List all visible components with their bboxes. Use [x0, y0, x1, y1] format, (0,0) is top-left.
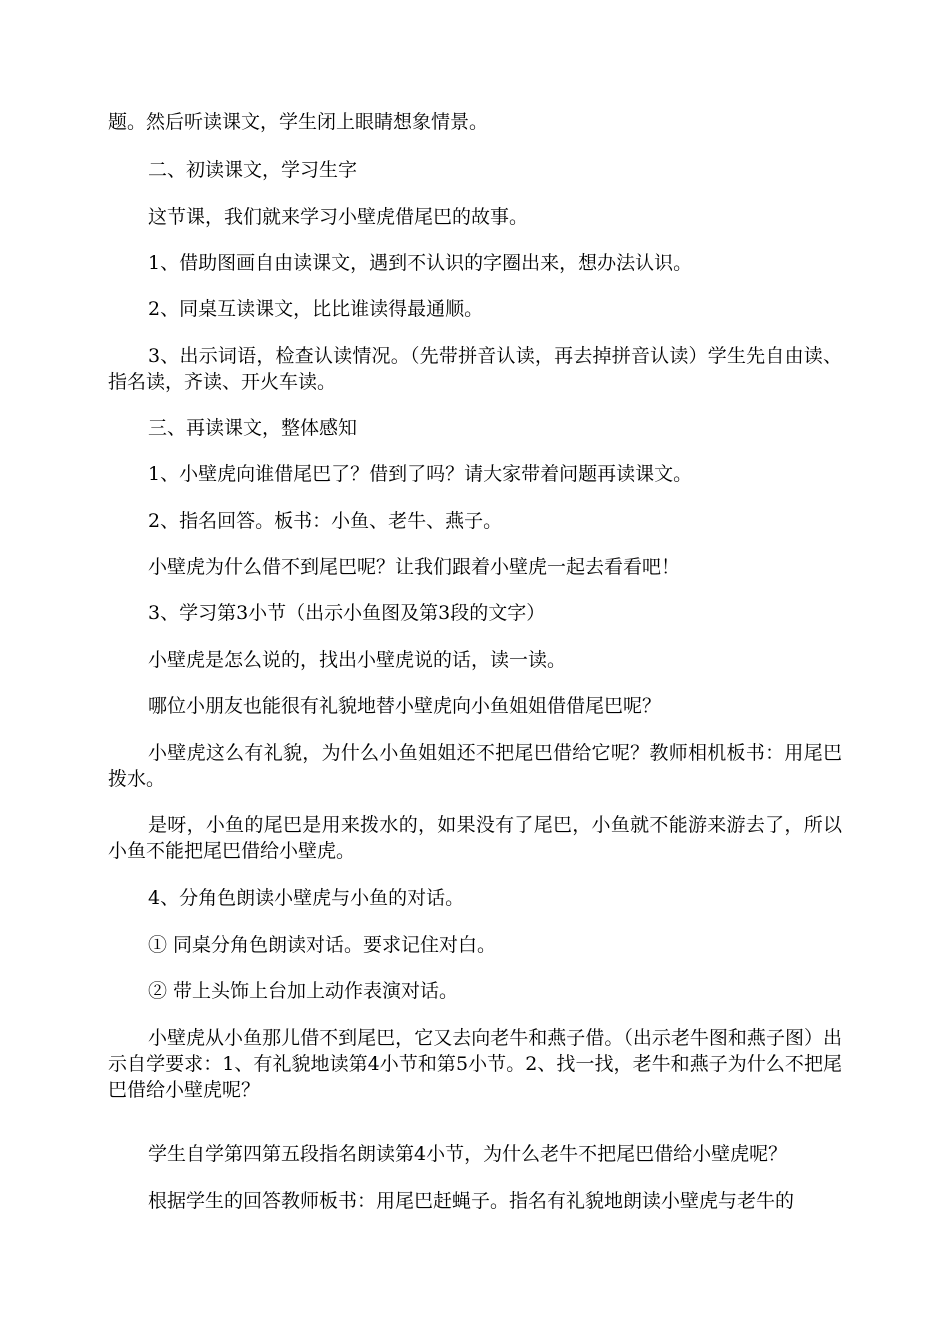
- list-item-1: 1、借助图画自由读课文，遇到不认识的字圈出来，想办法认识。: [148, 252, 693, 274]
- paragraph-14: 小壁虎这么有礼貌，为什么小鱼姐姐还不把尾巴借给它呢？教师相机板书：用尾巴拨水。: [108, 742, 842, 790]
- paragraph-20: 学生自学第四第五段指名朗读第4小节，为什么老牛不把尾巴借给小壁虎呢？: [148, 1143, 788, 1165]
- section-heading-2: 二、初读课文，学习生字: [148, 159, 358, 181]
- list-item-6: 3、学习第3小节（出示小鱼图及第3段的文字）: [148, 602, 546, 624]
- paragraph-21: 根据学生的回答教师板书：用尾巴赶蝇子。指名有礼貌地朗读小壁虎与老牛的: [148, 1190, 795, 1212]
- paragraph-15: 是呀，小鱼的尾巴是用来拨水的，如果没有了尾巴，小鱼就不能游来游去了，所以小鱼不能把尾巴借给小壁虎。: [108, 814, 842, 862]
- paragraph-13: 哪位小朋友也能很有礼貌地替小壁虎向小鱼姐姐借借尾巴呢？: [148, 695, 662, 717]
- paragraph-19: 小壁虎从小鱼那儿借不到尾巴，它又去向老牛和燕子借。（出示老牛图和燕子图）出示自学要求：1、有礼貌地读第4小节和第5小节。2、找一找，老牛和燕子为什么不把尾巴借给小壁虎呢？: [108, 1027, 842, 1101]
- paragraph-12: 小壁虎是怎么说的，找出小壁虎说的话，读一读。: [148, 649, 567, 671]
- list-item-3: 3、出示词语，检查认读情况。（先带拼音认读，再去掉拼音认读）学生先自由读、指名读，齐读、开火车读。: [108, 345, 842, 393]
- paragraph-1: 题。然后听读课文，学生闭上眼睛想象情景。: [108, 111, 489, 133]
- sub-item-2: ② 带上头饰上台加上动作表演对话。: [148, 980, 459, 1002]
- list-item-2: 2、同桌互读课文，比比谁读得最通顺。: [148, 298, 484, 320]
- list-item-7: 4、分角色朗读小壁虎与小鱼的对话。: [148, 887, 465, 909]
- paragraph-3: 这节课，我们就来学习小壁虎借尾巴的故事。: [148, 206, 529, 228]
- list-item-4: 1、小壁虎向谁借尾巴了？借到了吗？请大家带着问题再读课文。: [148, 463, 693, 485]
- paragraph-10: 小壁虎为什么借不到尾巴呢？让我们跟着小壁虎一起去看看吧！: [148, 556, 681, 578]
- list-item-5: 2、指名回答。板书：小鱼、老牛、燕子。: [148, 510, 503, 532]
- section-heading-3: 三、再读课文，整体感知: [148, 417, 358, 439]
- sub-item-1: ① 同桌分角色朗读对话。要求记住对白。: [148, 934, 497, 956]
